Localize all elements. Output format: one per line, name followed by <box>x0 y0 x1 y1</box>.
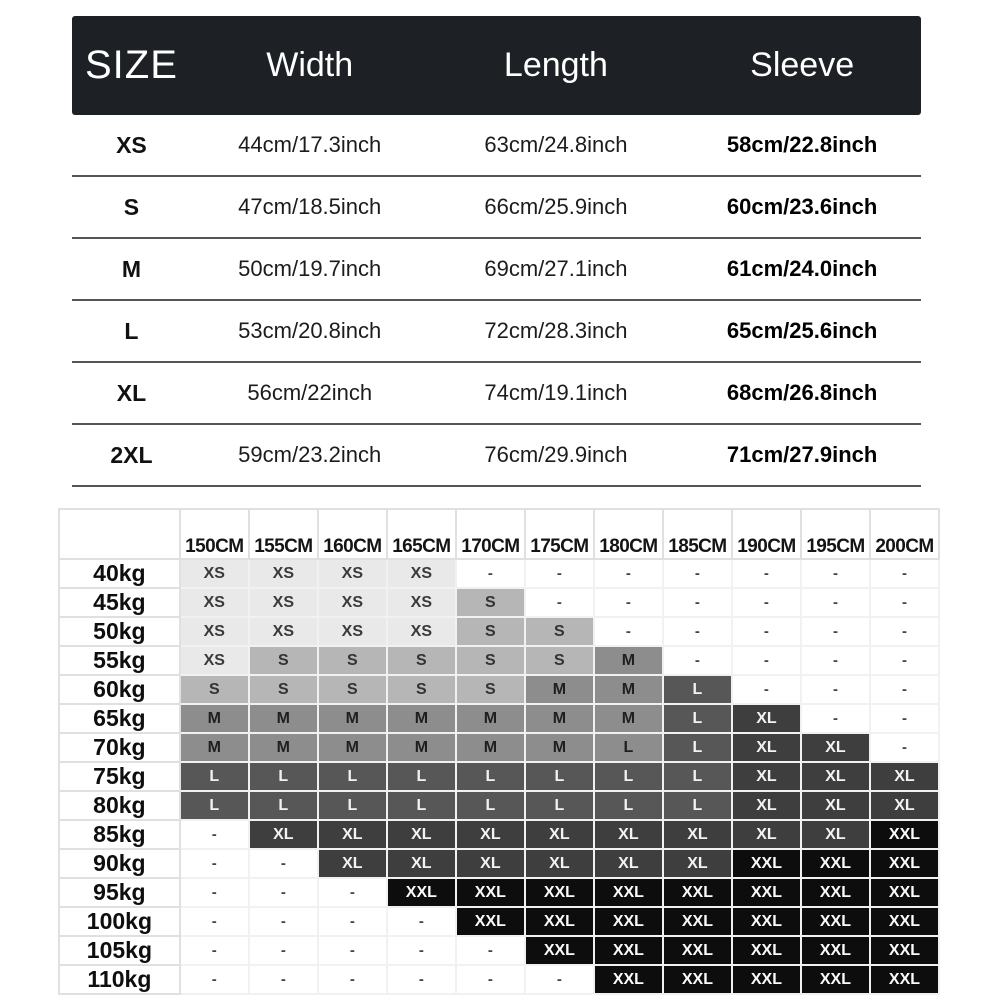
matrix-size-cell: - <box>525 559 594 588</box>
weight-label-cell: 85kg <box>59 820 180 849</box>
matrix-size-cell: XS <box>180 559 249 588</box>
matrix-size-cell: XS <box>318 588 387 617</box>
size-table-row <box>72 301 921 363</box>
matrix-size-cell: M <box>525 704 594 733</box>
matrix-size-cell: XXL <box>525 936 594 965</box>
matrix-size-cell: XS <box>318 559 387 588</box>
size-table-body <box>72 115 921 487</box>
height-header-cell: 165CM <box>387 509 456 559</box>
weight-label-cell: 95kg <box>59 878 180 907</box>
sleeve-value-cell: 71cm/27.9inch <box>726 442 878 467</box>
size-dimensions-table <box>72 16 921 487</box>
matrix-size-cell: - <box>732 559 801 588</box>
matrix-size-cell: XXL <box>663 878 732 907</box>
matrix-row <box>59 675 939 704</box>
size-label-cell: XS <box>116 131 147 158</box>
matrix-size-cell: M <box>456 733 525 762</box>
matrix-size-cell: XXL <box>801 965 870 994</box>
matrix-size-cell: M <box>318 733 387 762</box>
matrix-size-cell: L <box>594 762 663 791</box>
matrix-size-cell: XL <box>732 820 801 849</box>
matrix-size-cell: - <box>180 936 249 965</box>
matrix-row <box>59 849 939 878</box>
weight-label-cell: 65kg <box>59 704 180 733</box>
matrix-size-cell: - <box>318 965 387 994</box>
matrix-size-cell: XS <box>249 617 318 646</box>
matrix-size-cell: - <box>387 907 456 936</box>
matrix-size-cell: L <box>594 733 663 762</box>
weight-label-cell: 75kg <box>59 762 180 791</box>
matrix-size-cell: XL <box>732 733 801 762</box>
matrix-size-cell: XL <box>387 820 456 849</box>
matrix-size-cell: - <box>594 588 663 617</box>
matrix-size-cell: XXL <box>525 878 594 907</box>
weight-label-cell: 50kg <box>59 617 180 646</box>
matrix-size-cell: - <box>663 617 732 646</box>
height-header-cell: 160CM <box>318 509 387 559</box>
matrix-row <box>59 617 939 646</box>
matrix-size-cell: - <box>318 936 387 965</box>
matrix-size-cell: - <box>525 965 594 994</box>
matrix-size-cell: L <box>318 791 387 820</box>
matrix-size-cell: XXL <box>663 907 732 936</box>
matrix-size-cell: XXL <box>663 936 732 965</box>
matrix-size-cell: - <box>732 588 801 617</box>
size-table-row <box>72 239 921 301</box>
matrix-size-cell: - <box>663 588 732 617</box>
width-value-cell: 53cm/20.8inch <box>238 318 382 343</box>
width-value-cell: 56cm/22inch <box>247 380 373 405</box>
matrix-size-cell: - <box>318 878 387 907</box>
matrix-size-cell: - <box>180 965 249 994</box>
matrix-size-cell: L <box>456 791 525 820</box>
matrix-size-cell: - <box>801 588 870 617</box>
weight-label-cell: 110kg <box>59 965 180 994</box>
matrix-size-cell: L <box>663 704 732 733</box>
length-value-cell: 66cm/25.9inch <box>484 194 628 219</box>
size-table-row <box>72 425 921 487</box>
matrix-size-cell: XL <box>249 820 318 849</box>
matrix-row <box>59 965 939 994</box>
matrix-row <box>59 820 939 849</box>
matrix-size-cell: XS <box>249 559 318 588</box>
matrix-size-cell: S <box>456 588 525 617</box>
matrix-size-cell: - <box>318 907 387 936</box>
matrix-size-cell: L <box>663 675 732 704</box>
matrix-size-cell: - <box>594 559 663 588</box>
matrix-size-cell: XL <box>525 820 594 849</box>
width-value-cell: 59cm/23.2inch <box>238 442 382 467</box>
matrix-size-cell: S <box>249 675 318 704</box>
matrix-size-cell: - <box>249 965 318 994</box>
matrix-size-cell: - <box>870 617 939 646</box>
matrix-size-cell: XXL <box>732 936 801 965</box>
height-header-cell: 175CM <box>525 509 594 559</box>
matrix-row <box>59 936 939 965</box>
matrix-size-cell: XXL <box>594 878 663 907</box>
sleeve-value-cell: 65cm/25.6inch <box>726 318 878 343</box>
matrix-size-cell: S <box>456 646 525 675</box>
matrix-size-cell: - <box>249 878 318 907</box>
matrix-size-cell: XXL <box>732 849 801 878</box>
matrix-size-cell: M <box>249 733 318 762</box>
sleeve-value-cell: 60cm/23.6inch <box>726 194 878 219</box>
matrix-size-cell: L <box>180 791 249 820</box>
matrix-size-cell: - <box>801 704 870 733</box>
matrix-size-cell: - <box>594 617 663 646</box>
column-header-sleeve: Sleeve <box>750 46 855 84</box>
matrix-size-cell: XXL <box>594 965 663 994</box>
matrix-size-cell: S <box>456 617 525 646</box>
weight-label-cell: 70kg <box>59 733 180 762</box>
matrix-size-cell: S <box>318 646 387 675</box>
matrix-size-cell: XXL <box>594 907 663 936</box>
matrix-size-cell: XXL <box>870 878 939 907</box>
matrix-size-cell: - <box>387 936 456 965</box>
matrix-size-cell: M <box>594 646 663 675</box>
length-value-cell: 69cm/27.1inch <box>484 256 628 281</box>
matrix-size-cell: XXL <box>801 907 870 936</box>
matrix-size-cell: - <box>801 675 870 704</box>
weight-label-cell: 105kg <box>59 936 180 965</box>
matrix-size-cell: - <box>732 646 801 675</box>
matrix-size-cell: L <box>249 791 318 820</box>
matrix-size-cell: L <box>387 762 456 791</box>
matrix-row <box>59 704 939 733</box>
size-table-header <box>72 16 921 115</box>
matrix-size-cell: XS <box>318 617 387 646</box>
matrix-size-cell: - <box>249 849 318 878</box>
matrix-size-cell: M <box>180 733 249 762</box>
matrix-size-cell: XXL <box>732 907 801 936</box>
sleeve-value-cell: 58cm/22.8inch <box>726 132 878 157</box>
matrix-size-cell: S <box>456 675 525 704</box>
length-value-cell: 63cm/24.8inch <box>484 132 628 157</box>
column-header-length: Length <box>503 46 608 84</box>
matrix-size-cell: - <box>870 588 939 617</box>
matrix-size-cell: - <box>801 617 870 646</box>
matrix-size-cell: L <box>456 762 525 791</box>
matrix-size-cell: XXL <box>801 849 870 878</box>
matrix-size-cell: L <box>663 791 732 820</box>
matrix-size-cell: - <box>249 907 318 936</box>
matrix-size-cell: - <box>525 588 594 617</box>
matrix-size-cell: - <box>663 646 732 675</box>
height-header-cell: 195CM <box>801 509 870 559</box>
matrix-size-cell: M <box>594 704 663 733</box>
matrix-corner-cell <box>59 509 180 559</box>
size-label-cell: L <box>124 317 139 344</box>
matrix-size-cell: - <box>801 559 870 588</box>
length-value-cell: 72cm/28.3inch <box>484 318 628 343</box>
matrix-size-cell: L <box>525 762 594 791</box>
matrix-size-cell: XL <box>663 820 732 849</box>
weight-label-cell: 90kg <box>59 849 180 878</box>
sleeve-value-cell: 61cm/24.0inch <box>726 256 878 281</box>
matrix-size-cell: S <box>525 646 594 675</box>
matrix-size-cell: - <box>456 936 525 965</box>
matrix-size-cell: S <box>387 675 456 704</box>
matrix-size-cell: M <box>594 675 663 704</box>
size-label-cell: 2XL <box>110 441 153 468</box>
height-header-cell: 200CM <box>870 509 939 559</box>
weight-label-cell: 60kg <box>59 675 180 704</box>
matrix-size-cell: XL <box>732 791 801 820</box>
matrix-size-cell: M <box>525 733 594 762</box>
matrix-size-cell: - <box>870 646 939 675</box>
matrix-size-cell: - <box>180 849 249 878</box>
matrix-size-cell: L <box>525 791 594 820</box>
height-header-cell: 170CM <box>456 509 525 559</box>
matrix-size-cell: L <box>180 762 249 791</box>
size-table-row <box>72 177 921 239</box>
matrix-size-cell: - <box>180 907 249 936</box>
matrix-size-cell: XL <box>801 733 870 762</box>
matrix-size-cell: XL <box>525 849 594 878</box>
matrix-size-cell: XXL <box>870 907 939 936</box>
matrix-size-cell: - <box>732 675 801 704</box>
matrix-size-cell: - <box>456 559 525 588</box>
matrix-size-cell: XL <box>801 820 870 849</box>
weight-label-cell: 45kg <box>59 588 180 617</box>
column-header-width: Width <box>266 46 354 84</box>
length-value-cell: 74cm/19.1inch <box>484 380 628 405</box>
matrix-size-cell: - <box>870 559 939 588</box>
matrix-row <box>59 762 939 791</box>
matrix-size-cell: M <box>180 704 249 733</box>
size-table-row <box>72 363 921 425</box>
matrix-size-cell: XL <box>663 849 732 878</box>
height-header-cell: 180CM <box>594 509 663 559</box>
matrix-size-cell: XS <box>387 588 456 617</box>
matrix-row <box>59 733 939 762</box>
matrix-size-cell: XL <box>870 791 939 820</box>
matrix-row <box>59 588 939 617</box>
matrix-size-cell: XS <box>249 588 318 617</box>
matrix-size-cell: XXL <box>870 849 939 878</box>
weight-label-cell: 55kg <box>59 646 180 675</box>
matrix-size-cell: XL <box>318 820 387 849</box>
matrix-size-cell: XXL <box>456 907 525 936</box>
height-header-cell: 155CM <box>249 509 318 559</box>
matrix-size-cell: L <box>663 733 732 762</box>
matrix-row <box>59 559 939 588</box>
weight-label-cell: 40kg <box>59 559 180 588</box>
matrix-size-cell: S <box>318 675 387 704</box>
matrix-size-cell: XS <box>180 588 249 617</box>
matrix-size-cell: S <box>525 617 594 646</box>
matrix-row <box>59 907 939 936</box>
matrix-size-cell: XXL <box>801 878 870 907</box>
height-header-cell: 190CM <box>732 509 801 559</box>
matrix-size-cell: S <box>387 646 456 675</box>
width-value-cell: 47cm/18.5inch <box>238 194 382 219</box>
width-value-cell: 50cm/19.7inch <box>238 256 382 281</box>
matrix-size-cell: M <box>456 704 525 733</box>
matrix-size-cell: XXL <box>801 936 870 965</box>
height-header-cell: 150CM <box>180 509 249 559</box>
matrix-size-cell: XXL <box>594 936 663 965</box>
matrix-size-cell: XL <box>801 762 870 791</box>
size-table-row <box>72 115 921 177</box>
weight-label-cell: 80kg <box>59 791 180 820</box>
matrix-size-cell: XS <box>180 646 249 675</box>
matrix-size-cell: - <box>456 965 525 994</box>
matrix-size-cell: XL <box>870 762 939 791</box>
matrix-size-cell: XL <box>732 762 801 791</box>
matrix-size-cell: M <box>387 733 456 762</box>
matrix-size-cell: XXL <box>456 878 525 907</box>
size-label-cell: M <box>121 255 142 282</box>
matrix-size-cell: XXL <box>870 820 939 849</box>
matrix-size-cell: XL <box>801 791 870 820</box>
matrix-size-cell: XL <box>594 820 663 849</box>
matrix-size-cell: L <box>318 762 387 791</box>
matrix-size-cell: - <box>249 936 318 965</box>
matrix-size-cell: - <box>180 878 249 907</box>
matrix-size-cell: XL <box>318 849 387 878</box>
sleeve-value-cell: 68cm/26.8inch <box>726 380 878 405</box>
matrix-size-cell: XXL <box>870 936 939 965</box>
matrix-size-cell: - <box>801 646 870 675</box>
matrix-size-cell: L <box>249 762 318 791</box>
matrix-row <box>59 646 939 675</box>
matrix-size-cell: - <box>870 675 939 704</box>
matrix-size-cell: - <box>870 704 939 733</box>
matrix-size-cell: XL <box>594 849 663 878</box>
matrix-size-cell: L <box>663 762 732 791</box>
height-header-cell: 185CM <box>663 509 732 559</box>
matrix-size-cell: XXL <box>387 878 456 907</box>
matrix-size-cell: - <box>870 733 939 762</box>
matrix-row <box>59 791 939 820</box>
matrix-size-cell: M <box>318 704 387 733</box>
matrix-size-cell: M <box>387 704 456 733</box>
column-header-size: SIZE <box>84 43 178 87</box>
matrix-size-cell: L <box>594 791 663 820</box>
matrix-size-cell: XL <box>456 849 525 878</box>
height-header-row <box>59 509 939 559</box>
matrix-size-cell: XXL <box>870 965 939 994</box>
matrix-size-cell: - <box>180 820 249 849</box>
matrix-size-cell: XXL <box>663 965 732 994</box>
matrix-size-cell: XL <box>387 849 456 878</box>
matrix-size-cell: XS <box>387 559 456 588</box>
matrix-size-cell: XS <box>180 617 249 646</box>
matrix-size-cell: M <box>249 704 318 733</box>
size-label-cell: XL <box>116 379 147 406</box>
matrix-row <box>59 878 939 907</box>
width-value-cell: 44cm/17.3inch <box>238 132 382 157</box>
matrix-size-cell: - <box>387 965 456 994</box>
matrix-size-cell: - <box>732 617 801 646</box>
matrix-size-cell: - <box>663 559 732 588</box>
length-value-cell: 76cm/29.9inch <box>484 442 628 467</box>
matrix-size-cell: L <box>387 791 456 820</box>
matrix-size-cell: S <box>249 646 318 675</box>
matrix-size-cell: M <box>525 675 594 704</box>
weight-label-cell: 100kg <box>59 907 180 936</box>
matrix-size-cell: XXL <box>732 878 801 907</box>
matrix-size-cell: XS <box>387 617 456 646</box>
size-label-cell: S <box>123 193 140 220</box>
matrix-size-cell: XXL <box>525 907 594 936</box>
matrix-size-cell: XXL <box>732 965 801 994</box>
matrix-size-cell: XL <box>732 704 801 733</box>
matrix-size-cell: S <box>180 675 249 704</box>
matrix-size-cell: XL <box>456 820 525 849</box>
height-weight-fit-matrix <box>58 508 940 995</box>
fit-matrix-table <box>58 508 940 995</box>
